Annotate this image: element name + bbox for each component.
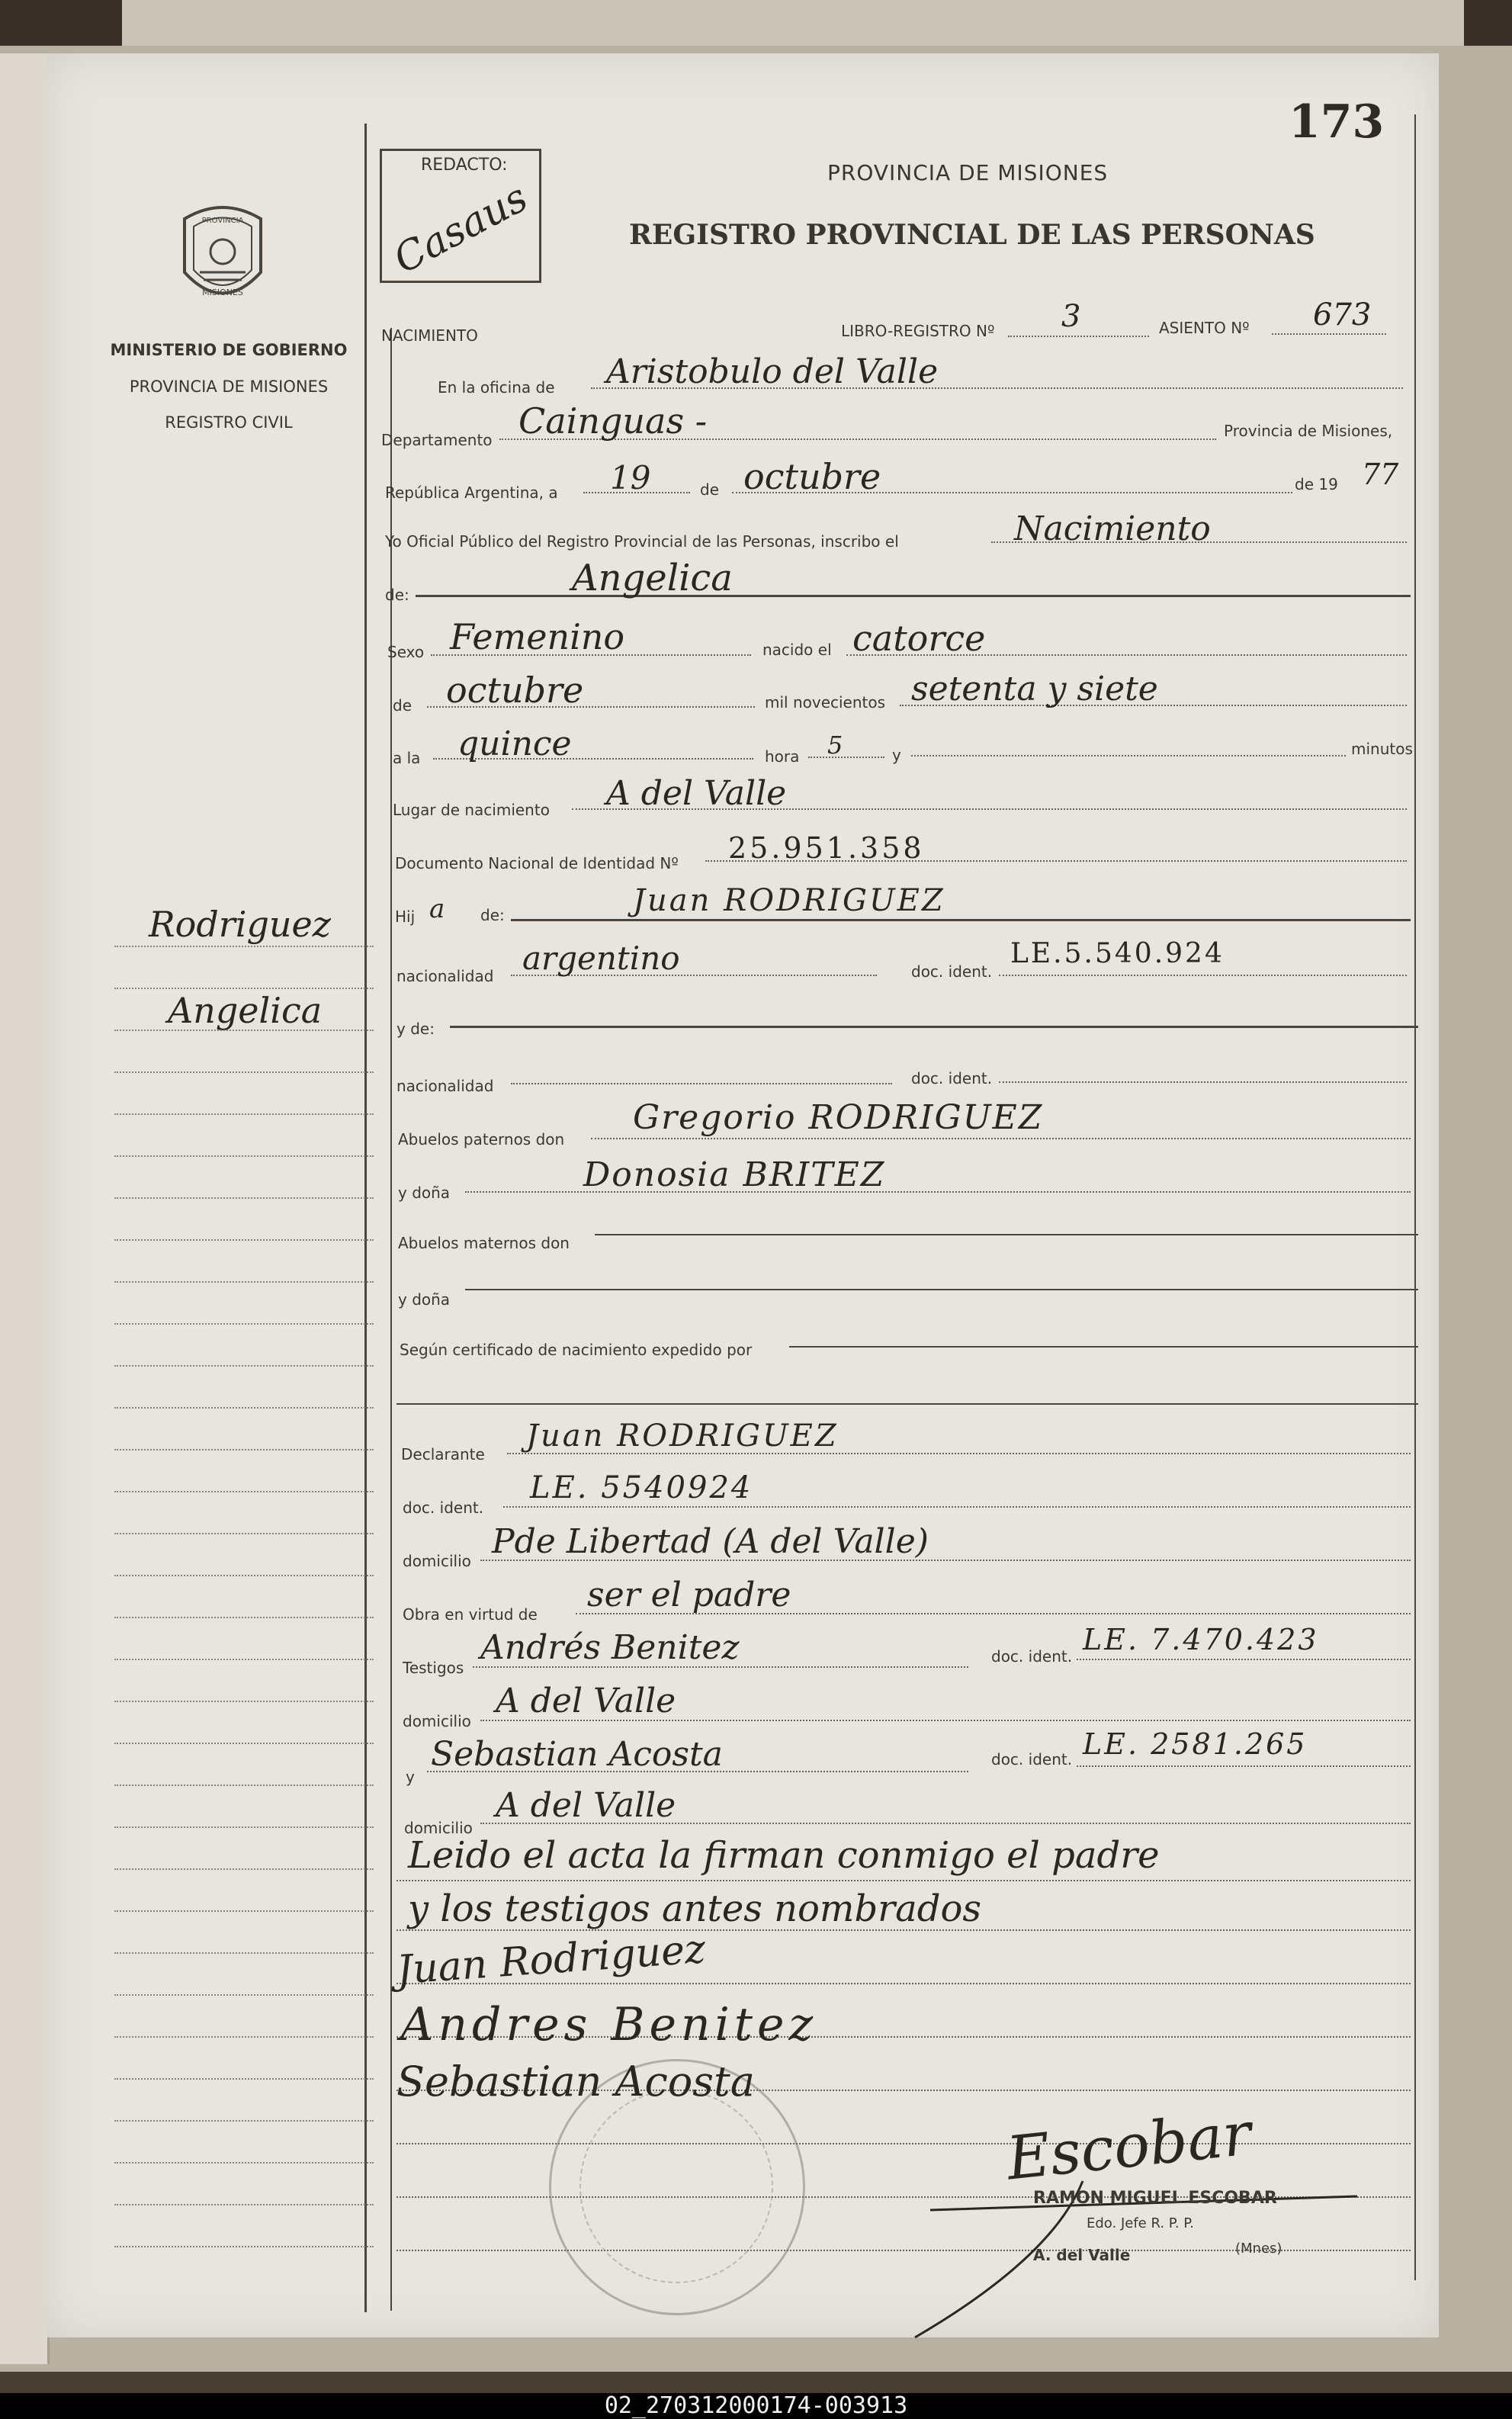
official-name: RAMON MIGUEL ESCOBAR <box>1033 2189 1277 2208</box>
anio-value: 77 <box>1362 458 1399 491</box>
departamento-value: Cainguas - <box>518 400 708 442</box>
margin-firstname: Angelica <box>168 990 323 1031</box>
dni-label: Documento Nacional de Identidad Nº <box>395 854 679 872</box>
madre-line <box>450 1026 1418 1028</box>
nacido-value: catorce <box>852 618 986 659</box>
lugar-label: Lugar de nacimiento <box>393 801 550 819</box>
segun-line-2 <box>396 1403 1418 1405</box>
hora-label: hora <box>765 747 800 766</box>
yde-label: y de: <box>396 1020 435 1038</box>
abuelo-pat-value: Gregorio RODRIGUEZ <box>633 1098 1044 1137</box>
ydona-label: y doña <box>398 1184 451 1202</box>
hora-value: quince <box>457 724 572 763</box>
nombre-line <box>416 595 1411 597</box>
testigo2-value: Sebastian Acosta <box>431 1735 723 1774</box>
obra-label: Obra en virtud de <box>403 1605 538 1624</box>
facing-page-edge <box>122 0 1464 50</box>
hora2-line <box>808 757 884 758</box>
crest-bottom-text: MISIONES <box>202 288 243 297</box>
image-caption: 02_270312000174-003913 <box>0 2393 1512 2419</box>
redacto-signature: Casaus <box>386 175 535 283</box>
lugar-value: A del Valle <box>606 774 787 813</box>
official-title: Edo. Jefe R. P. P. <box>1087 2215 1195 2231</box>
docident-label: doc. ident. <box>911 962 993 981</box>
libro-line <box>1008 336 1149 337</box>
testigo1-value: Andrés Benitez <box>480 1628 740 1667</box>
dni-value: 25.951.358 <box>728 831 925 865</box>
nombre-value: Angelica <box>572 557 733 599</box>
official-stamp-inner <box>579 2090 773 2283</box>
declarante-value: Juan RODRIGUEZ <box>526 1418 839 1454</box>
oficial-label: Yo Oficial Público del Registro Provincial de las Personas, inscribo el <box>385 532 899 551</box>
abuela-mat-line <box>465 1289 1418 1290</box>
page-number: 173 <box>1289 95 1385 149</box>
sexo-label: Sexo <box>387 643 425 661</box>
hora2-value: 5 <box>827 731 843 760</box>
form-right-rule <box>1414 114 1416 2280</box>
official-dept: (Mnes) <box>1235 2241 1282 2257</box>
signature-testigo-1: Andres Benitez <box>400 1998 818 2051</box>
signature-rule-4 <box>396 2143 1411 2144</box>
y2-label: y <box>406 1768 415 1786</box>
madre-doc-line <box>999 1081 1407 1083</box>
closing-line-rule-1 <box>396 1880 1411 1881</box>
declarante-label: Declarante <box>401 1445 485 1463</box>
redacto-label: REDACTO: <box>421 156 508 175</box>
form-left-rule <box>364 124 367 2312</box>
hijo-suffix: a <box>429 894 445 924</box>
asiento-line <box>1272 333 1386 335</box>
hijo-label: Hij <box>395 908 416 926</box>
oficina-label: En la oficina de <box>438 378 555 397</box>
inscribo-value: Nacimiento <box>1014 509 1211 548</box>
de19-label: de 19 <box>1295 475 1338 493</box>
testigo2-doc-value: LE. 2581.265 <box>1083 1727 1308 1761</box>
domicilio-value: Pde Libertad (A del Valle) <box>492 1522 929 1561</box>
domicilio2-label: domicilio <box>403 1712 471 1730</box>
departamento-label: Departamento <box>381 431 493 449</box>
provincia-label: Provincia de Misiones, <box>1224 422 1393 440</box>
declarante-doc-value: LE. 5540924 <box>530 1470 753 1505</box>
de-nombre-label: de: <box>385 586 409 604</box>
docident3-label: doc. ident. <box>403 1499 484 1517</box>
docident5-label: doc. ident. <box>991 1750 1073 1768</box>
abuela-pat-value: Donosia BRITEZ <box>583 1155 886 1194</box>
de-month-label: de <box>700 480 719 499</box>
oficina-value: Aristobulo del Valle <box>606 352 939 391</box>
testigo1-doc-value: LE. 7.470.423 <box>1083 1623 1319 1656</box>
segun-label: Según certificado de nacimiento expedido por <box>400 1341 753 1359</box>
official-place: A. del Valle <box>1033 2246 1131 2264</box>
segun-line <box>789 1346 1418 1348</box>
book-bottom-edge <box>0 2372 1512 2393</box>
province-heading: PROVINCIA DE MISIONES <box>827 160 1109 185</box>
y-min-label: y <box>892 746 901 764</box>
mil-label: mil novecientos <box>765 693 886 712</box>
testigo2-doc-line <box>1077 1765 1411 1767</box>
padre-doc-value: LE.5.540.924 <box>1010 938 1225 969</box>
testigo2-dom-value: A del Valle <box>496 1786 676 1825</box>
abuelos-mat-label: Abuelos maternos don <box>398 1234 570 1252</box>
nacimiento-label: NACIMIENTO <box>381 326 478 345</box>
signature-declarante: Juan Rodriguez <box>395 1926 708 1994</box>
ydona2-label: y doña <box>398 1290 451 1309</box>
page-stack-edge <box>0 53 50 2364</box>
domicilio3-label: domicilio <box>404 1819 473 1837</box>
crest-top-text: PROVINCIA <box>201 217 244 225</box>
asiento-value: 673 <box>1313 297 1372 332</box>
domicilio-label: domicilio <box>403 1552 471 1570</box>
abuelos-pat-label: Abuelos paternos don <box>398 1130 565 1148</box>
libro-value: 3 <box>1061 299 1081 334</box>
minutos-label: minutos <box>1351 740 1413 758</box>
asiento-label: ASIENTO Nº <box>1159 319 1250 337</box>
ministry-line-2: PROVINCIA DE MISIONES <box>129 377 329 396</box>
padre-line <box>511 919 1411 921</box>
minutos-line <box>911 755 1346 757</box>
official-signature: Escobar <box>1003 2099 1255 2194</box>
mes-value: octubre <box>743 456 881 497</box>
declarante-doc-line <box>503 1506 1411 1508</box>
signature-testigo-2: Sebastian Acosta <box>396 2058 755 2106</box>
nacido-label: nacido el <box>762 641 832 659</box>
testigo1-doc-line <box>1077 1659 1411 1660</box>
testigos-label: Testigos <box>403 1659 464 1677</box>
nacionalidad-label: nacionalidad <box>396 967 494 985</box>
nac-value: argentino <box>522 940 680 977</box>
nacionalidad2-label: nacionalidad <box>396 1077 494 1095</box>
padre-doc-line <box>999 975 1407 976</box>
dia-value: 19 <box>610 459 651 496</box>
docident2-label: doc. ident. <box>911 1069 993 1087</box>
ala-label: a la <box>393 749 421 767</box>
margin-surname: Rodriguez <box>149 904 332 945</box>
abuelo-pat-line <box>591 1138 1411 1139</box>
republica-label: República Argentina, a <box>385 483 558 502</box>
ministry-line-1: MINISTERIO DE GOBIERNO <box>110 341 348 359</box>
registry-heading: REGISTRO PROVINCIAL DE LAS PERSONAS <box>629 219 1315 251</box>
testigo1-dom-value: A del Valle <box>496 1682 676 1720</box>
sexo-value: Femenino <box>450 616 625 657</box>
padre-value: Juan RODRIGUEZ <box>633 883 945 918</box>
province-crest-icon <box>169 200 276 314</box>
closing-line-2: y los testigos antes nombrados <box>408 1887 981 1930</box>
de3-label: de: <box>480 906 505 924</box>
abuelo-mat-line <box>595 1234 1418 1235</box>
obra-value: ser el padre <box>587 1576 791 1614</box>
mes2-value: octubre <box>446 670 584 711</box>
libro-label: LIBRO-REGISTRO Nº <box>841 322 995 340</box>
ministry-line-3: REGISTRO CIVIL <box>165 413 293 432</box>
docident4-label: doc. ident. <box>991 1647 1073 1666</box>
mil-value: setenta y siete <box>911 670 1158 708</box>
form-inner-rule <box>390 328 392 2311</box>
closing-line-1: Leido el acta la firman conmigo el padre <box>408 1834 1160 1877</box>
nac2-line <box>511 1083 892 1084</box>
de2-label: de <box>393 696 412 715</box>
